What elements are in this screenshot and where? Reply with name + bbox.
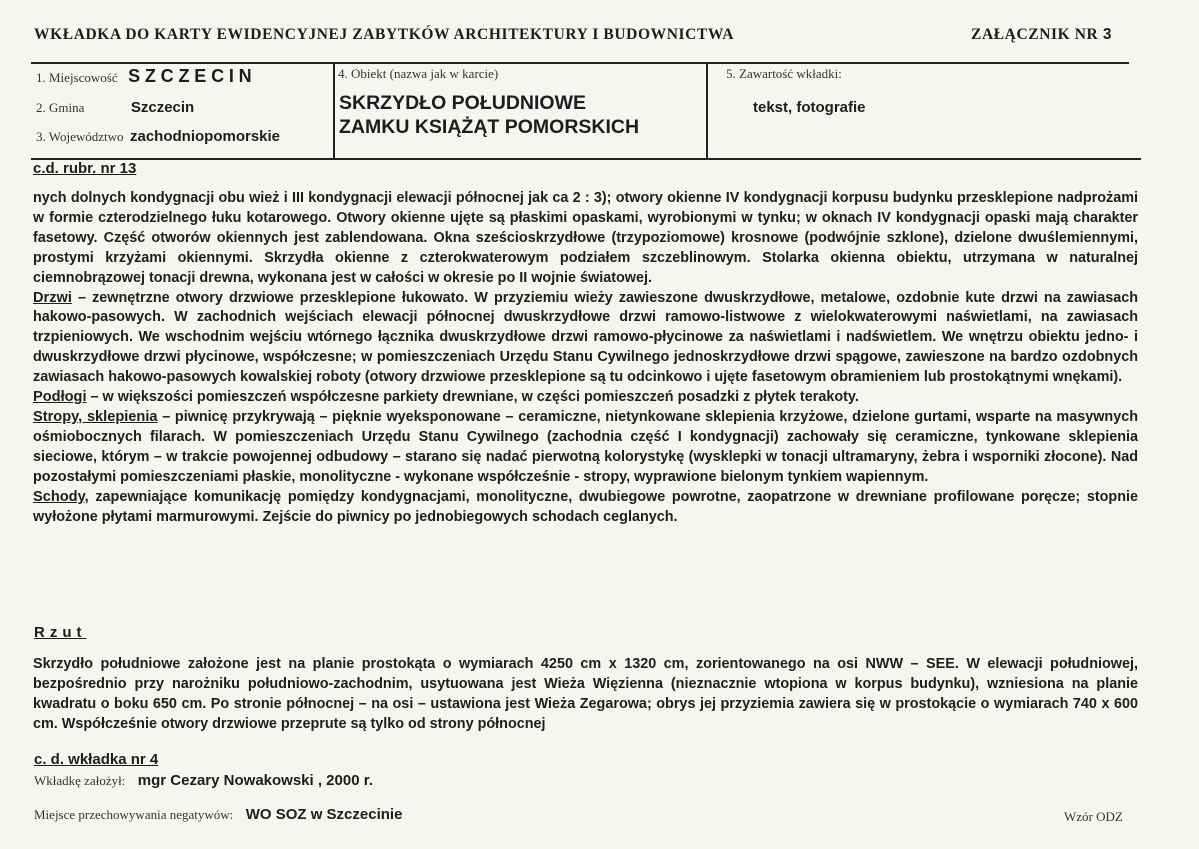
voivodeship-label: 3. Województwo (36, 129, 124, 144)
plan-text: Skrzydło południowe założone jest na planie prostokąta o wymiarach 4250 cm x 1320 cm, zorientowanego na osi NWW – SEE. W elewacji południowej, bezpośrednio przy narożniku południowo-zachodnim, usytuowana jest Wieża Więzienna (nieznacznie wtopiona w korpus budynku), wzniesiona na planie kwadratu o boku 650 cm. Po stronie północnej – na osi – ustawiona jest Wieża Zegarowa; obrys jej przyziemia zawiera się w prostokącie o wymiarach 740 x 600 cm. Współcześnie otwory drzwiowe przeprute są tylko od strony północnej (33, 656, 1138, 732)
windows-paragraph: nych dolnych kondygnacji obu wież i III kondygnacji elewacji północnej jak ca 2 : 3); otwory okienne IV kondygnacji korpusu budynku przesklepione nadprożami w formie czterodzielnego łuku kotarowego. Otwory okienne ujęte są płaskimi opaskami, wyrobionymi w tynku; w oknach IV kondygnacji opaski mają charakter fasetowy. Część otworów okiennych jest zablendowana. Okna sześcioskrzydłowe (trzypoziomowe) krosnowe (podwójnie szklone), dzielone dwuślemiennymi, prostymi krzyżami okiennymi. Skrzydła okienne z czterokwaterowym podziałem szczeblinowym. Stolarka okienna obiektu, utrzymana w naturalnej ciemnobrązowej tonacji drewna, wykonana jest w całości w okresie po II wojnie światowej. (33, 190, 1138, 286)
place-label: 1. Miejscowość (36, 70, 118, 85)
voivodeship-field (36, 128, 280, 146)
author-field (34, 772, 373, 790)
continuation-heading: c.d. rubr. nr 13 (33, 160, 137, 177)
form-divider-2 (706, 62, 708, 159)
floors-text: – w większości pomieszczeń współczesne parkiety drewniane, w części pomieszczeń posadzki z płytek terakoty. (86, 389, 859, 406)
floors-heading: Podłogi (33, 389, 87, 406)
object-value-line2: ZAMKU KSIĄŻĄT POMORSKICH (339, 116, 640, 138)
floors-paragraph (33, 388, 1138, 408)
content-label: 5. Zawartość wkładki: (726, 66, 842, 81)
negatives-value: WO SOZ w Szczecinie (245, 806, 403, 823)
object-value-line1: SKRZYDŁO POŁUDNIOWE (339, 92, 586, 114)
card-title: WKŁADKA DO KARTY EWIDENCYJNEJ ZABYTKÓW ARCHITEKTURY I BUDOWNICTWA (34, 26, 735, 43)
form-divider-1 (333, 62, 335, 159)
stairs-paragraph (33, 488, 1138, 528)
plan-heading: Rzut (34, 624, 87, 641)
doors-text: – zewnętrzne otwory drzwiowe przesklepione łukowato. W przyziemiu wieży zawieszone dwuskrzydłowe, metalowe, ozdobnie kute drzwi na zawiasach hakowo-pasowych. W zachodnich wejściach elewacji północnej dwuskrzydłowe drzwi ramowo-listwowe z wielokwaterowymi naświetlami, na zawiasach trzpieniowych. We wschodnim wejściu wtórnego łącznika dwuskrzydłowe drzwi ramowo-płycinowe za naświetlami i nadświetlem. We wnętrzu obiektu jedno- i dwuskrzydłowe drzwi płycinowe, współczesne; w pomieszczeniach Urzędu Stanu Cywilnego jednoskrzydłowe drzwi spągowe, zawieszone na bardzo ozdobnych zawiasach hakowo-pasowych kowalskiej roboty (otwory drzwiowe przesklepione są tu odcinkowo i ujęte fasetowym obramieniem lub prostokątnymi wnękami). (33, 289, 1138, 386)
main-description (33, 189, 1138, 527)
form-bottom-rule (31, 158, 1141, 160)
stairs-text: zapewniające komunikację pomiędzy kondygnacjami, monolityczne, dwubiegowe powrotne, zaopatrzone w drewniane profilowane poręcze; stopnie wyłożone płytami marmurowymi. Zejście do piwnicy po jednobiegowych schodach ceglanych. (33, 488, 1138, 525)
annex-number: 3 (1102, 26, 1113, 43)
stairs-heading: Schody, (33, 488, 89, 505)
annex-label (971, 26, 1112, 44)
voivodeship-value: zachodniopomorskie (130, 128, 281, 145)
ceilings-paragraph (33, 408, 1138, 488)
commune-field (36, 99, 194, 117)
commune-value: Szczecin (130, 99, 195, 116)
place-field (36, 66, 256, 87)
author-label: Wkładkę założył: (34, 773, 126, 788)
content-value: tekst, fotografie (753, 99, 866, 116)
negatives-field (34, 806, 402, 824)
form-top-rule (31, 62, 1129, 64)
doors-paragraph (33, 289, 1138, 389)
commune-label: 2. Gmina (36, 100, 85, 115)
doors-heading: Drzwi (33, 289, 72, 306)
author-value: mgr Cezary Nowakowski , 2000 r. (137, 772, 373, 789)
next-insert: c. d. wkładka nr 4 (34, 751, 159, 768)
template-label: Wzór ODZ (1064, 809, 1123, 824)
place-value: SZCZECIN (128, 66, 257, 86)
annex-text: ZAŁĄCZNIK NR (971, 26, 1099, 43)
ceilings-text: – piwnicę przykrywają – pięknie wyeksponowane – ceramiczne, nietynkowane sklepienia krzyżowe, dzielone gurtami, wsparte na masywnych ośmiobocznych filarach. W pomieszczeniach Urzędu Stanu Cywilnego (zachodnia część I kondygnacji) zachowały się ceramiczne, tynkowane sklepienia sieciowe, którym – w trakcie powojennej odbudowy – starano się nadać pierwotną kolorystykę (wysklepki w tonacji ultramaryny, żebra i wsporniki złocone). Nad pozostałymi pomieszczeniami płaskie, monolityczne - wykonane współcześnie - stropy, wyprawione bielonym tynkiem wapiennym. (33, 408, 1138, 485)
negatives-label: Miejsce przechowywania negatywów: (34, 807, 234, 822)
ceilings-heading: Stropy, sklepienia (33, 408, 158, 425)
object-label: 4. Obiekt (nazwa jak w karcie) (338, 66, 499, 81)
